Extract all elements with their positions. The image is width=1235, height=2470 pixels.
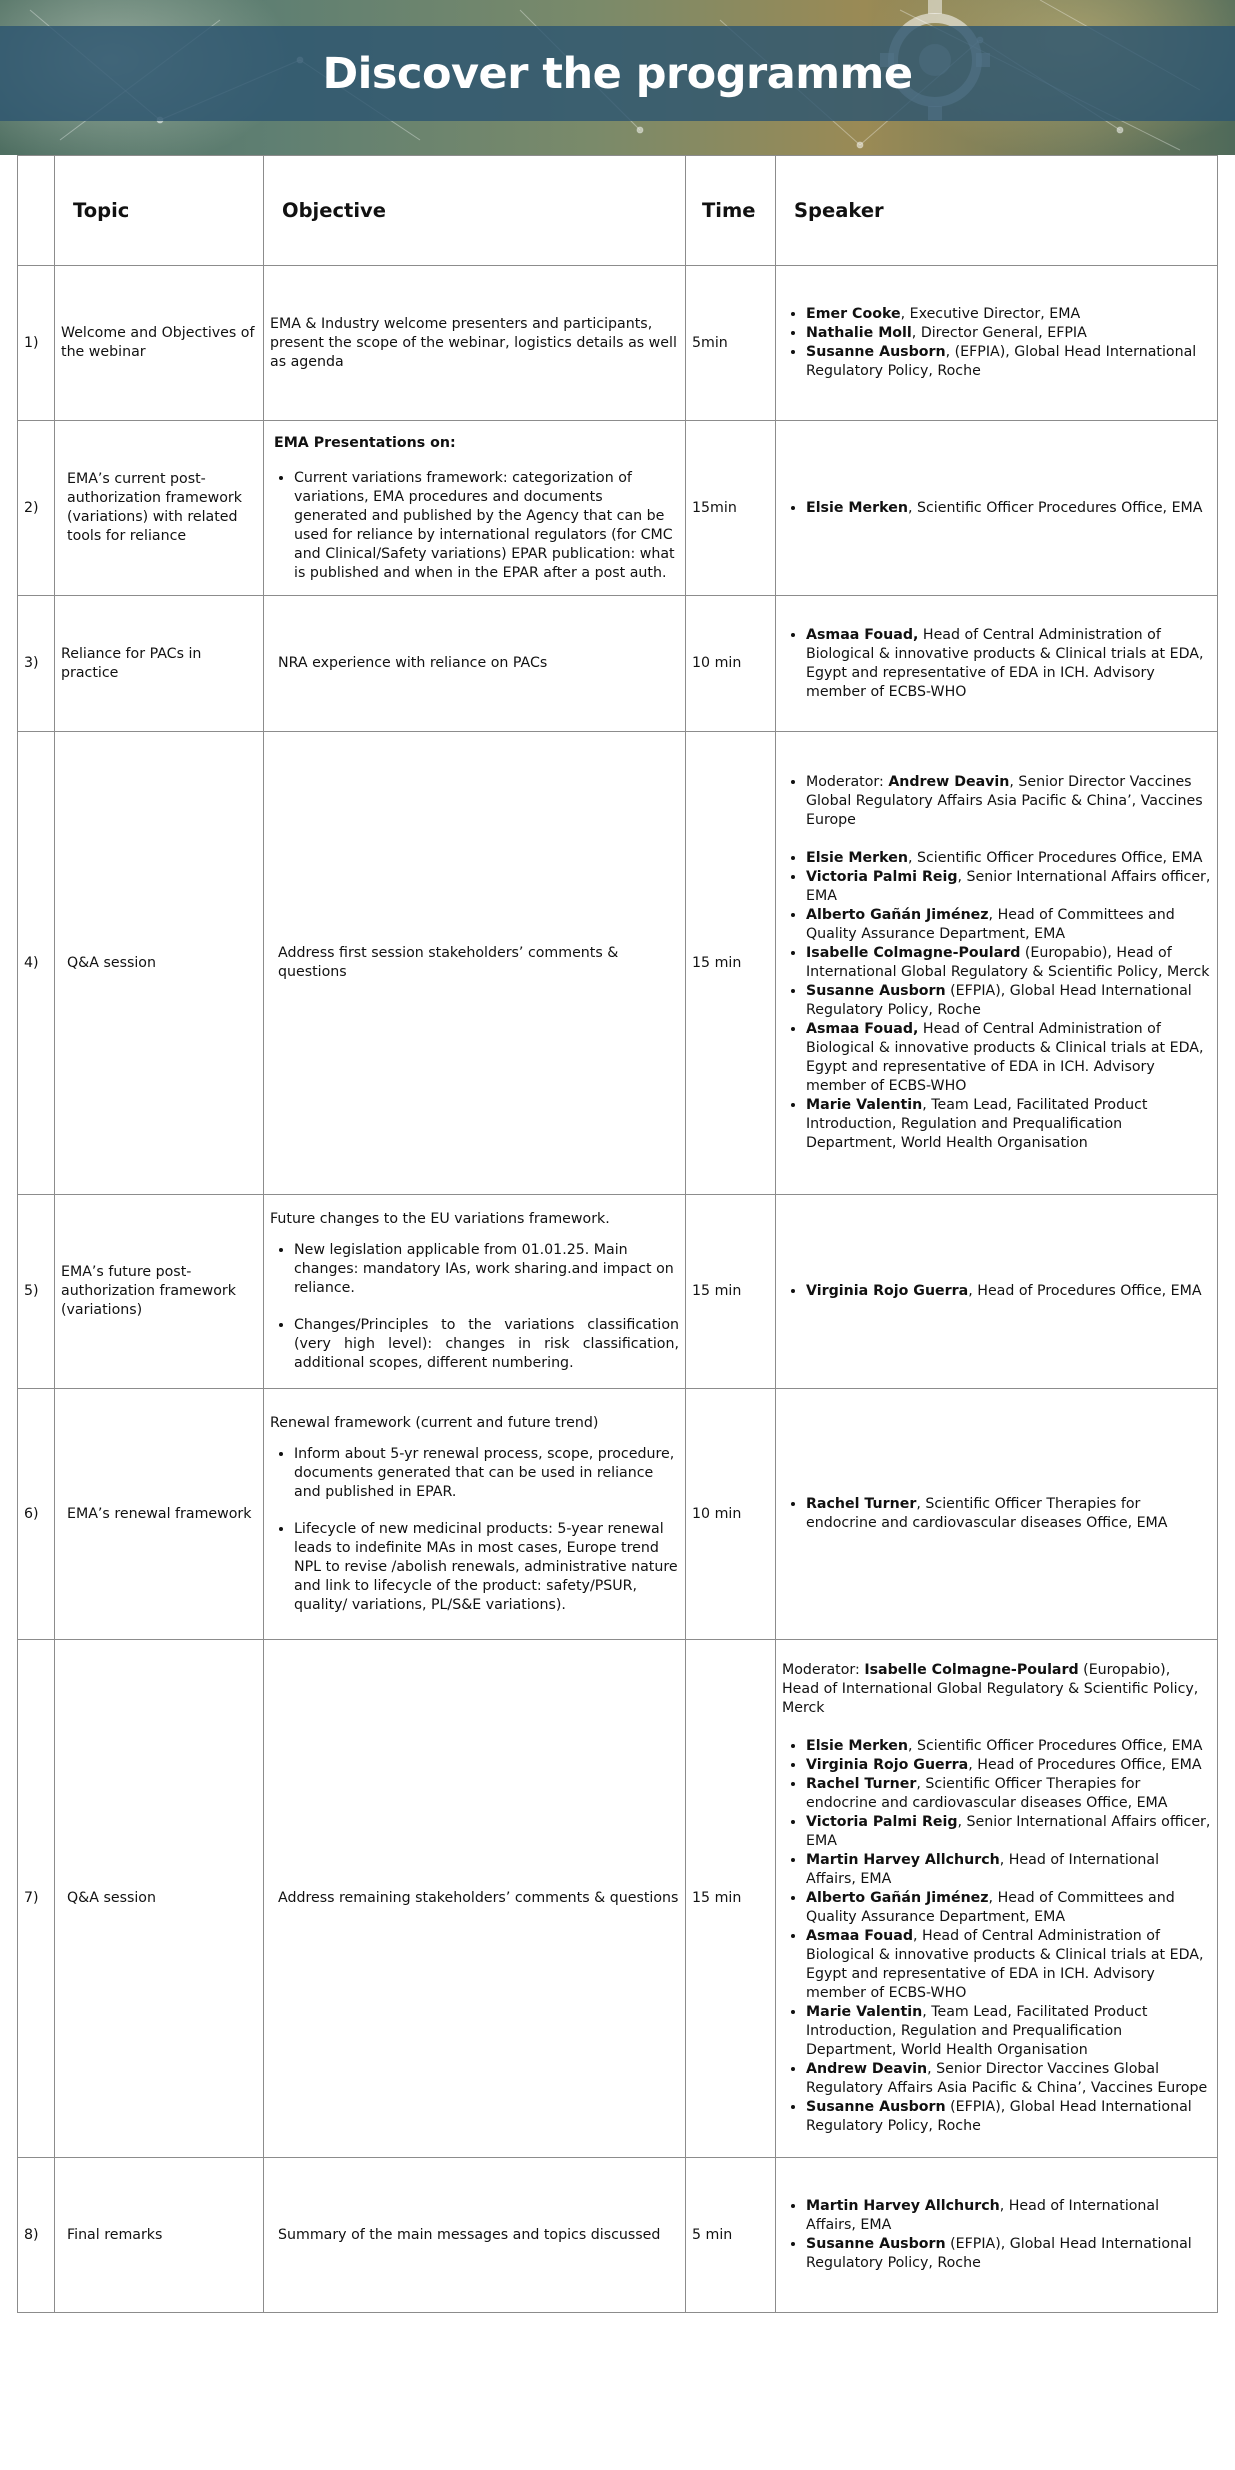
speaker-name: Asmaa Fouad, (806, 626, 919, 643)
speaker-role: , Head of International Affairs, EMA (806, 1852, 1160, 1887)
speaker-item (806, 2235, 1211, 2273)
row-topic: EMA’s future post-authorization framework (variations) (55, 1195, 264, 1389)
row-topic: Welcome and Objectives of the webinar (55, 266, 264, 421)
speaker-name: Elsie Merken (806, 499, 908, 516)
speaker-name: Marie Valentin (806, 2004, 923, 2020)
objective-bullet: • New legislation applicable from 01.01.25. Main changes: mandatory IAs, work sharing.and impact on reliance. (294, 1241, 679, 1298)
moderator-line (806, 773, 1211, 830)
speaker-list (782, 1282, 1211, 1301)
speaker-name: Victoria Palmi Reig (806, 1814, 958, 1830)
speaker-role: Head of Central Administration of Biological & innovative products & Clinical trials at EDA, Egypt and representative of EDA in ICH. Advisory member of ECBS-WHO (806, 1021, 1204, 1094)
row-number: 8) (18, 2158, 55, 2313)
speaker-role: , Executive Director, EMA (900, 306, 1081, 322)
speaker-name: Rachel Turner (806, 1496, 917, 1512)
moderator-role: (Europabio), Head of International Global Regulatory & Scientific Policy, Merck (782, 1662, 1199, 1716)
speaker-name: Susanne Ausborn (806, 983, 946, 999)
row-number: 6) (18, 1389, 55, 1640)
speaker-list (782, 849, 1211, 1153)
moderator-prefix: Moderator: (806, 774, 889, 790)
moderator (782, 1661, 1211, 1718)
speaker-name: Virginia Rojo Guerra (806, 1283, 969, 1299)
speaker-item (806, 1756, 1211, 1775)
speaker-role: , (EFPIA), Global Head International Regulatory Policy, Roche (806, 344, 1197, 379)
table-row (18, 421, 1218, 596)
objective-text: NRA experience with reliance on PACs (278, 655, 548, 671)
table-row (18, 1640, 1218, 2158)
speaker-role: , Senior Director Vaccines Global Regulatory Affairs Asia Pacific & China’, Vaccines Europe (806, 2061, 1208, 2096)
row-time: 5 min (686, 2158, 776, 2313)
objective-text: Address remaining stakeholders’ comments & questions (278, 1890, 679, 1906)
speaker-list (782, 1495, 1211, 1533)
row-topic: Q&A session (55, 1640, 264, 2158)
speaker-item (806, 1889, 1211, 1927)
row-number: 2) (18, 421, 55, 596)
speaker-role: , Scientific Officer Procedures Office, EMA (907, 499, 1203, 516)
row-speakers (776, 732, 1218, 1195)
row-number: 4) (18, 732, 55, 1195)
row-objective (264, 421, 686, 596)
speaker-role: (EFPIA), Global Head International Regulatory Policy, Roche (806, 983, 1192, 1018)
speaker-name: Emer Cooke (806, 306, 901, 322)
header-time: Time (686, 156, 776, 266)
objective-bullets (270, 1445, 679, 1615)
speaker-role: , Scientific Officer Therapies for endocrine and cardiovascular diseases Office, EMA (806, 1496, 1168, 1531)
speaker-item (806, 2003, 1211, 2060)
row-objective (264, 2158, 686, 2313)
speaker-item (806, 1927, 1211, 2003)
speaker-name: Rachel Turner (806, 1776, 917, 1792)
speaker-name: Isabelle Colmagne-Poulard (806, 945, 1021, 961)
row-objective (264, 266, 686, 421)
objective-heading: EMA Presentations on: (274, 434, 456, 451)
speaker-role: , Scientific Officer Therapies for endocrine and cardiovascular diseases Office, EMA (806, 1776, 1168, 1811)
moderator (782, 773, 1211, 830)
objective-heading: Future changes to the EU variations framework. (270, 1211, 610, 1227)
speaker-item (806, 1096, 1211, 1153)
speaker-item (806, 868, 1211, 906)
speaker-name: Andrew Deavin (806, 2061, 928, 2077)
speaker-name: Susanne Ausborn (806, 344, 946, 360)
row-topic: Final remarks (55, 2158, 264, 2313)
table-row (18, 1389, 1218, 1640)
speaker-item (806, 1737, 1211, 1756)
speaker-item (806, 906, 1211, 944)
row-number: 7) (18, 1640, 55, 2158)
speaker-name: Asmaa Fouad (806, 1928, 913, 1944)
speaker-name: Nathalie Moll (806, 325, 912, 341)
page-title: Discover the programme (322, 48, 913, 99)
row-speakers (776, 1195, 1218, 1389)
programme-table (17, 155, 1218, 2313)
speaker-role: , Senior International Affairs officer, EMA (806, 1814, 1211, 1849)
row-speakers (776, 1640, 1218, 2158)
moderator-prefix: Moderator: (782, 1662, 865, 1678)
objective-text: Summary of the main messages and topics discussed (278, 2226, 661, 2243)
row-objective (264, 732, 686, 1195)
speaker-item (806, 2060, 1211, 2098)
speaker-role: , Head of Committees and Quality Assurance Department, EMA (806, 1890, 1175, 1925)
row-number: 1) (18, 266, 55, 421)
speaker-role: , Head of International Affairs, EMA (806, 2198, 1160, 2233)
speaker-item (806, 2098, 1211, 2136)
header-speaker: Speaker (776, 156, 1218, 266)
row-number: 5) (18, 1195, 55, 1389)
speaker-list (782, 2197, 1211, 2273)
table-row (18, 1195, 1218, 1389)
objective-bullets (270, 1241, 679, 1373)
objective-bullet: • Changes/Principles to the variations classification (very high level): changes in risk classification, additional scopes, different numbering. (294, 1316, 679, 1373)
speaker-item (806, 1495, 1211, 1533)
objective-bullets (270, 469, 679, 583)
speaker-role: , Team Lead, Facilitated Product Introduction, Regulation and Prequalification Department, World Health Organisation (806, 2004, 1148, 2058)
row-time: 10 min (686, 596, 776, 732)
header-number (18, 156, 55, 266)
speaker-name: Virginia Rojo Guerra (806, 1757, 969, 1773)
row-time: 15 min (686, 1195, 776, 1389)
speaker-item (806, 499, 1211, 518)
speaker-item (806, 1813, 1211, 1851)
speaker-name: Marie Valentin (806, 1097, 923, 1113)
speaker-item (806, 1775, 1211, 1813)
speaker-list (782, 1737, 1211, 2136)
speaker-role: , Scientific Officer Procedures Office, EMA (907, 1738, 1203, 1754)
row-objective (264, 596, 686, 732)
speaker-item (806, 1282, 1211, 1301)
objective-bullet: • Lifecycle of new medicinal products: 5-year renewal leads to indefinite MAs in most cases, Europe trend NPL to revise /abolish renewals, administrative nature and link to lifecycle of the product: safety/PSUR, quality/ variations, PL/S&E variations). (294, 1520, 679, 1615)
speaker-role: , Team Lead, Facilitated Product Introduction, Regulation and Prequalification Department, World Health Organisation (806, 1097, 1148, 1151)
speaker-name: Elsie Merken (806, 850, 908, 866)
speaker-role: , Director General, EFPIA (911, 325, 1087, 341)
speaker-name: Susanne Ausborn (806, 2236, 946, 2252)
row-topic: Reliance for PACs in practice (55, 596, 264, 732)
speaker-item (806, 944, 1211, 982)
row-speakers (776, 266, 1218, 421)
speaker-item (806, 305, 1211, 324)
speaker-role: Head of Central Administration of Biological & innovative products & Clinical trials at EDA, Egypt and representative of EDA in ICH. Advisory member of ECBS-WHO (806, 626, 1204, 700)
speaker-name: Martin Harvey Allchurch (806, 1852, 1000, 1868)
speaker-list (782, 305, 1211, 381)
speaker-role: , Senior International Affairs officer, EMA (806, 869, 1211, 904)
row-objective (264, 1389, 686, 1640)
header-topic: Topic (55, 156, 264, 266)
speaker-role: (EFPIA), Global Head International Regulatory Policy, Roche (806, 2236, 1192, 2271)
row-objective (264, 1195, 686, 1389)
row-time: 15 min (686, 1640, 776, 2158)
speaker-item (806, 1020, 1211, 1096)
row-speakers (776, 1389, 1218, 1640)
row-time: 15min (686, 421, 776, 596)
speaker-role: , Head of Procedures Office, EMA (968, 1757, 1202, 1773)
header-objective: Objective (264, 156, 686, 266)
row-objective (264, 1640, 686, 2158)
row-time: 15 min (686, 732, 776, 1195)
table-row (18, 2158, 1218, 2313)
row-speakers (776, 421, 1218, 596)
speaker-list (782, 626, 1211, 702)
speaker-item (806, 324, 1211, 343)
speaker-item (806, 1851, 1211, 1889)
table-header-row (18, 156, 1218, 266)
speaker-item (806, 343, 1211, 381)
speaker-name: Susanne Ausborn (806, 2099, 946, 2115)
moderator-role: , Senior Director Vaccines Global Regulatory Affairs Asia Pacific & China’, Vaccines Europe (806, 774, 1203, 828)
row-time: 5min (686, 266, 776, 421)
speaker-role: , Scientific Officer Procedures Office, EMA (907, 850, 1203, 866)
speaker-name: Elsie Merken (806, 1738, 908, 1754)
moderator-name: Isabelle Colmagne-Poulard (864, 1662, 1079, 1678)
speaker-role: , Head of Committees and Quality Assurance Department, EMA (806, 907, 1175, 942)
speaker-list (782, 499, 1211, 518)
row-time: 10 min (686, 1389, 776, 1640)
table-row (18, 266, 1218, 421)
objective-text: Address first session stakeholders’ comments & questions (278, 945, 619, 980)
speaker-role: , Head of Procedures Office, EMA (968, 1283, 1202, 1299)
row-speakers (776, 596, 1218, 732)
row-number: 3) (18, 596, 55, 732)
speaker-role: , Head of Central Administration of Biological & innovative products & Clinical trials at EDA, Egypt and representative of EDA in ICH. Advisory member of ECBS-WHO (806, 1928, 1204, 2001)
speaker-name: Alberto Gañán Jiménez (806, 907, 989, 923)
row-topic: Q&A session (55, 732, 264, 1195)
speaker-role: (Europabio), Head of International Global Regulatory & Scientific Policy, Merck (806, 945, 1210, 980)
speaker-item (806, 626, 1211, 702)
speaker-item (806, 2197, 1211, 2235)
table-row (18, 732, 1218, 1195)
header-banner (0, 0, 1235, 155)
objective-bullet: • Current variations framework: categorization of variations, EMA procedures and documents generated and published by the Agency that can be used for reliance by international regulators (for CMC and Clinical/Safety variations) EPAR publication: what is published and when in the EPAR after a post auth. (294, 469, 679, 583)
row-topic: EMA’s renewal framework (55, 1389, 264, 1640)
row-speakers (776, 2158, 1218, 2313)
speaker-item (806, 982, 1211, 1020)
speaker-name: Victoria Palmi Reig (806, 869, 958, 885)
objective-bullet: • Inform about 5-yr renewal process, scope, procedure, documents generated that can be used in reliance and published in EPAR. (294, 1445, 679, 1502)
speaker-item (806, 849, 1211, 868)
row-topic: EMA’s current post-authorization framework (variations) with related tools for reliance (55, 421, 264, 596)
speaker-name: Martin Harvey Allchurch (806, 2198, 1000, 2214)
speaker-name: Alberto Gañán Jiménez (806, 1890, 989, 1906)
speaker-name: Asmaa Fouad, (806, 1021, 919, 1037)
table-row (18, 596, 1218, 732)
moderator-name: Andrew Deavin (888, 774, 1010, 790)
objective-text: EMA & Industry welcome presenters and participants, present the scope of the webinar, logistics details as well as agenda (270, 315, 677, 370)
speaker-role: (EFPIA), Global Head International Regulatory Policy, Roche (806, 2099, 1192, 2134)
objective-heading: Renewal framework (current and future trend) (270, 1414, 599, 1431)
